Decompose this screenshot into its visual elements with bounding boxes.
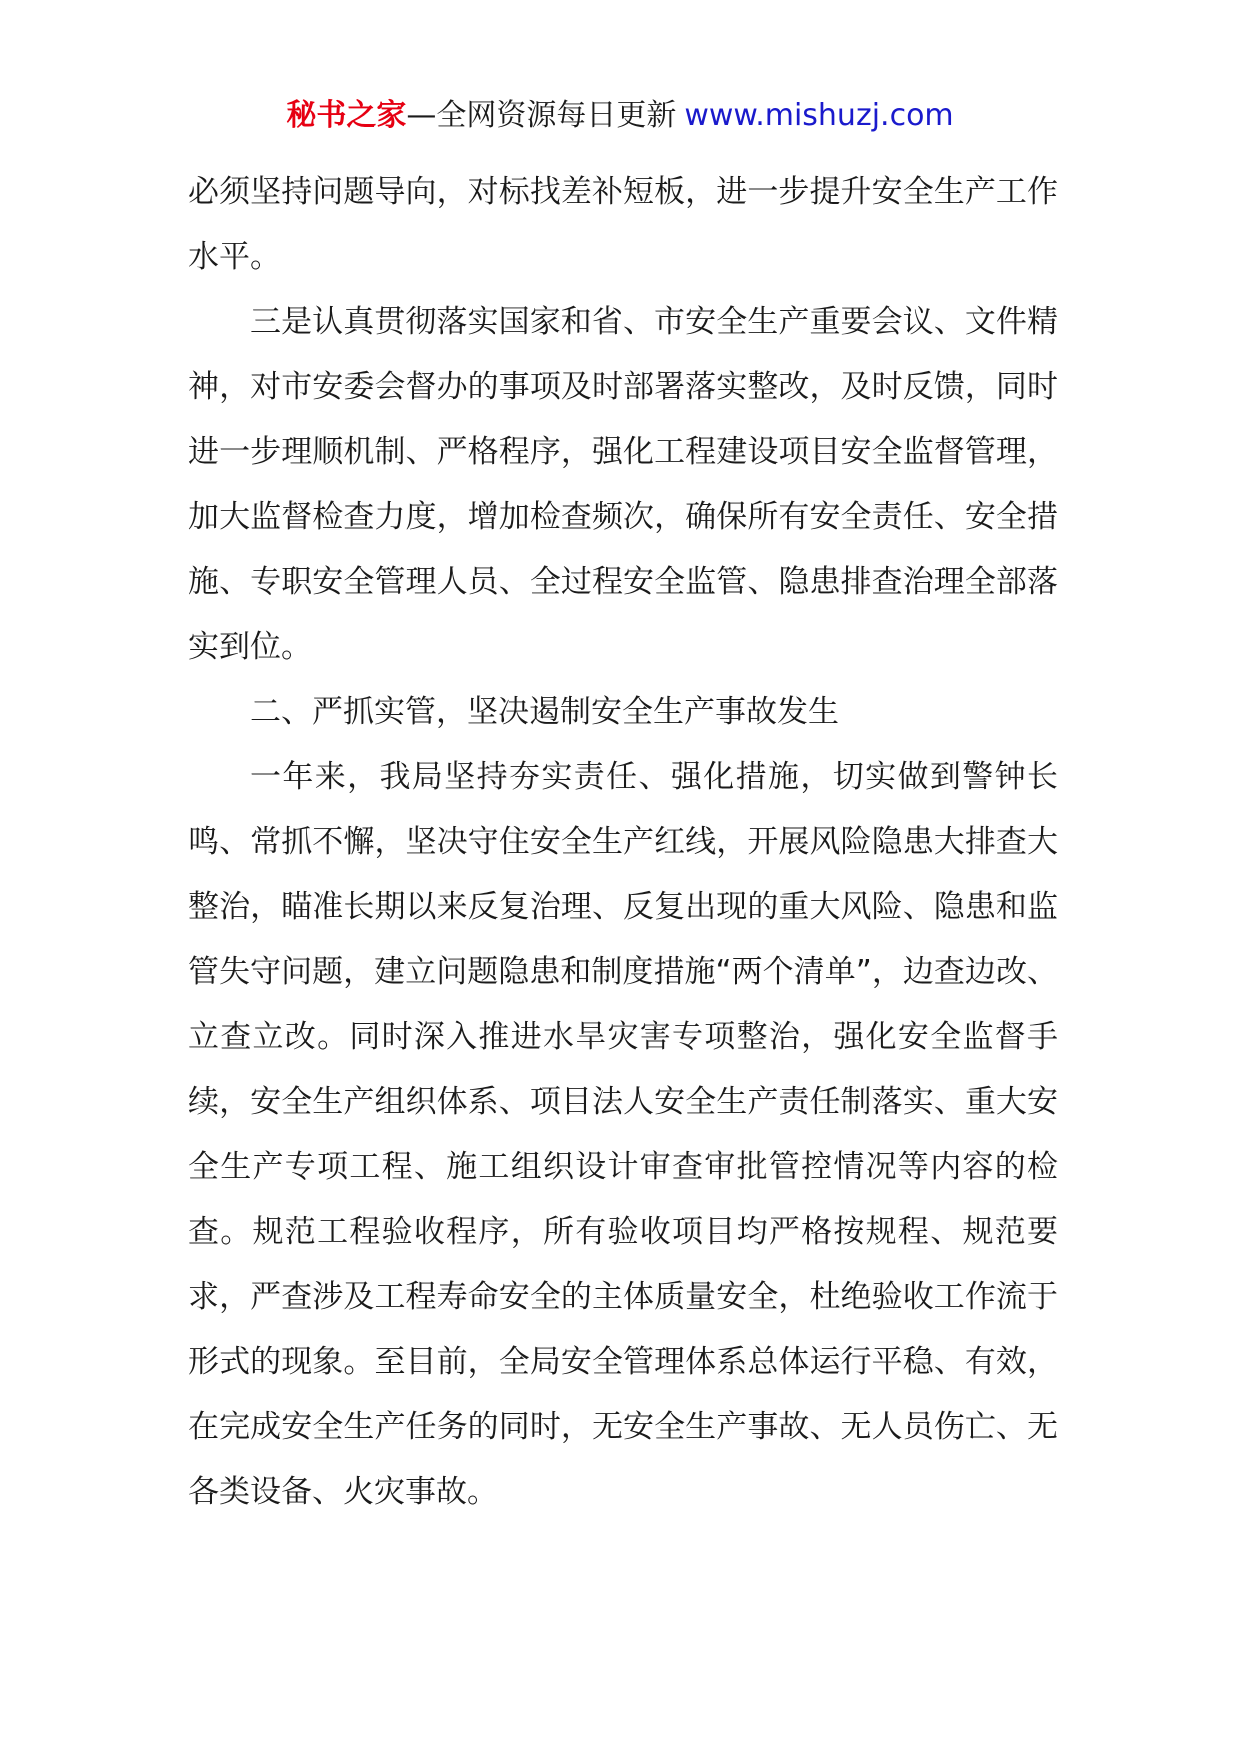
paragraph-continuation: 必须坚持问题导向，对标找差补短板，进一步提升安全生产工作水平。	[188, 174, 1058, 275]
paragraph-year-summary: 一年来，我局坚持夯实责任、强化措施，切实做到警钟长鸣、常抓不懈，坚决守住安全生产红线，开展风险隐患大排查大整治，瞄准长期以来反复治理、反复出现的重大风险、隐患和监管失守问题，建立问题隐患和制度措施“两个清单”，边查边改、立查立改。同时深入推进水旱灾害专项整治，强化安全监督手续，安全生产组织体系、项目法人安全生产责任制落实、重大安全生产专项工程、施工组织设计审查审批管控情况等内容的检查。规范工程验收程序，所有验收项目均严格按规程、规范要求，严查涉及工程寿命安全的主体质量安全，杜绝验收工作流于形式的现象。至目前，全局安全管理体系总体运行平稳、有效，在完成安全生产任务的同时，无安全生产事故、无人员伤亡、无各类设备、火灾事故。	[188, 759, 1058, 1510]
paragraph-point-three: 三是认真贯彻落实国家和省、市安全生产重要会议、文件精神，对市安委会督办的事项及时部署落实整改，及时反馈，同时进一步理顺机制、严格程序，强化工程建设项目安全监督管理，加大监督检查力度，增加检查频次，确保所有安全责任、安全措施、专职安全管理人员、全过程安全监管、隐患排查治理全部落实到位。	[188, 304, 1058, 665]
site-url: www.mishuzj.com	[684, 98, 954, 133]
brand-name: 秘书之家	[286, 98, 407, 133]
header-tagline: —全网资源每日更新	[406, 98, 677, 133]
document-body	[188, 160, 1058, 1525]
section-heading: 二、严抓实管，坚决遏制安全生产事故发生	[250, 694, 839, 730]
page-header	[0, 96, 1240, 136]
